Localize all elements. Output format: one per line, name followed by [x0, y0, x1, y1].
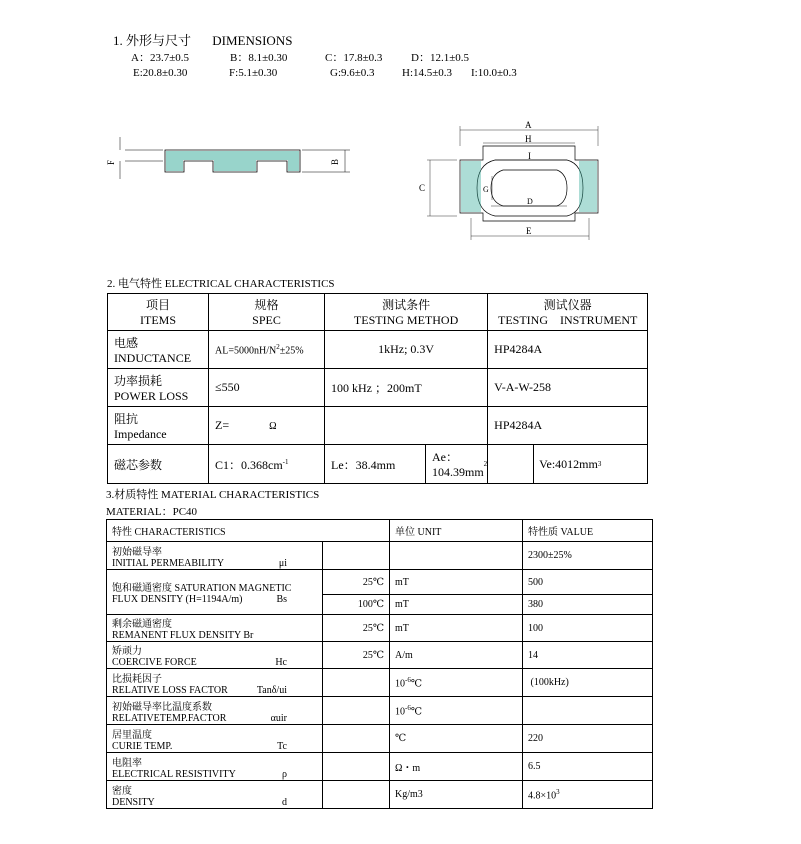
mat-name: 电阻率 ELECTRICAL RESISTIVITY ρ [107, 753, 323, 781]
mat-row-loss-factor: 比损耗因子 RELATIVE LOSS FACTOR Tanδ/ui $10^{-6}℃$ (100kHz) [107, 669, 653, 697]
mat-name: 密度 DENSITY d [107, 781, 323, 809]
header-instrument: 测试仪器 TESTING INSTRUMENT [488, 294, 648, 331]
inductance-method: 1kHz; 0.3V [325, 331, 488, 369]
core-ae: Ae：104.39mm 2 [432, 450, 488, 479]
core-ve: Ve:4012mm 3 [539, 456, 602, 471]
label-H: H [525, 134, 532, 144]
label-B: B [330, 158, 340, 165]
mat-row-saturation-100: 100℃ mT 380 [107, 595, 653, 615]
header-unit: 单位 UNIT [390, 520, 523, 542]
header-value: 特性质 VALUE [523, 520, 653, 542]
material-line: MATERIAL：PC40 [106, 506, 198, 518]
row-power-loss [108, 369, 648, 407]
mat-name: 比损耗因子 RELATIVE LOSS FACTOR Tanδ/ui [107, 669, 323, 697]
dim-E: E:20.8±0.30 [133, 67, 188, 79]
dim-F: F:5.1±0.30 [229, 67, 278, 79]
mat-row-temp-factor: 初始磁导率比温度系数 RELATIVETEMP.FACTOR αuir $10^{-6}℃$ [107, 697, 653, 725]
row-impedance [108, 407, 648, 445]
electrical-header-row [108, 294, 648, 331]
impedance-spec: Z= Ω [209, 407, 325, 445]
mat-row-remanent: 剩余磁通密度 REMANENT FLUX DENSITY Br 25℃ mT 100 [107, 615, 653, 642]
label-F: F [106, 159, 116, 165]
dim-A: A：23.7±0.5 [131, 52, 189, 64]
row-core-params [108, 445, 648, 484]
dimensions-heading: 1. 外形与尺寸 DIMENSIONS [113, 33, 293, 48]
impedance-label: 阻抗 Impedance [108, 407, 209, 445]
label-I: I [528, 151, 531, 161]
core-c1: C1：$0.368cm^{-1}$ [209, 445, 325, 484]
core-le: Le：38.4mm [325, 445, 426, 483]
dim-D: D：12.1±0.5 [411, 52, 469, 64]
electrical-table [107, 293, 648, 484]
side-view-drawing [95, 135, 365, 185]
impedance-instrument: HP4284A [488, 407, 648, 445]
label-E: E [526, 226, 532, 236]
header-characteristics: 特性 CHARACTERISTICS [107, 520, 390, 542]
dim-H: H:14.5±0.3 [402, 67, 453, 79]
mat-name: 初始磁导率比温度系数 RELATIVETEMP.FACTOR αuir [107, 697, 323, 725]
label-D: D [527, 197, 533, 206]
power-loss-instrument: V-A-W-258 [488, 369, 648, 407]
mat-row-saturation-25: 饱和磁通密度 SATURATION MAGNETIC FLUX DENSITY (H=1194A/m) Bs 25℃ mT 500 [107, 570, 653, 595]
mat-name: 居里温度 CURIE TEMP. Tc [107, 725, 323, 753]
label-C: C [419, 183, 426, 193]
mat-row-curie: 居里温度 CURIE TEMP. Tc ℃ 220 [107, 725, 653, 753]
core-label: 磁芯参数 [108, 445, 209, 484]
mat-row-density: 密度 DENSITY d Kg/m3 $4.8\times 10^3$ [107, 781, 653, 809]
material-title: 3.材质特性 MATERIAL CHARACTERISTICS [106, 489, 320, 501]
header-spec: 规格 SPEC [209, 294, 325, 331]
mat-name: 剩余磁通密度 REMANENT FLUX DENSITY Br [107, 615, 323, 642]
inductance-label: 电感 INDUCTANCE [108, 331, 209, 369]
mat-name: 初始磁导率 INITIAL PERMEABILITY μi [107, 542, 323, 570]
core-ve-cell [488, 445, 648, 484]
power-loss-label: 功率损耗 POWER LOSS [108, 369, 209, 407]
row-inductance [108, 331, 648, 369]
mat-row-coercive: 矫顽力 COERCIVE FORCE Hc 25℃ A/m 14 [107, 642, 653, 669]
electrical-title: 2. 电气特性 ELECTRICAL CHARACTERISTICS [107, 278, 335, 290]
dim-I: I:10.0±0.3 [471, 67, 517, 79]
material-header-row [107, 520, 653, 542]
core-le-ae [325, 445, 488, 484]
mat-row-resistivity: 电阻率 ELECTRICAL RESISTIVITY ρ Ω・m 6.5 [107, 753, 653, 781]
material-table [106, 519, 653, 809]
header-items: 项目 ITEMS [108, 294, 209, 331]
label-A: A [525, 120, 532, 130]
dim-C: C：17.8±0.3 [325, 52, 383, 64]
mat-name: 矫顽力 COERCIVE FORCE Hc [107, 642, 323, 669]
dim-G: G:9.6±0.3 [330, 67, 375, 79]
inductance-spec: $AL=5000nH/N^2\pm 25\%$ [209, 331, 325, 369]
dim-B: B：8.1±0.30 [230, 52, 288, 64]
label-G: G [483, 185, 489, 194]
mat-row-permeability: 初始磁导率 INITIAL PERMEABILITY μi 2300±25% [107, 542, 653, 570]
impedance-method [325, 407, 488, 445]
inductance-instrument: HP4284A [488, 331, 648, 369]
power-loss-spec: ≤550 [209, 369, 325, 407]
power-loss-method: 100 kHz ；200mT [325, 369, 488, 407]
mat-name: 饱和磁通密度 SATURATION MAGNETIC FLUX DENSITY (H=1194A/m) Bs [107, 570, 323, 615]
header-method: 测试条件 TESTING METHOD [325, 294, 488, 331]
top-view-drawing [405, 118, 615, 248]
